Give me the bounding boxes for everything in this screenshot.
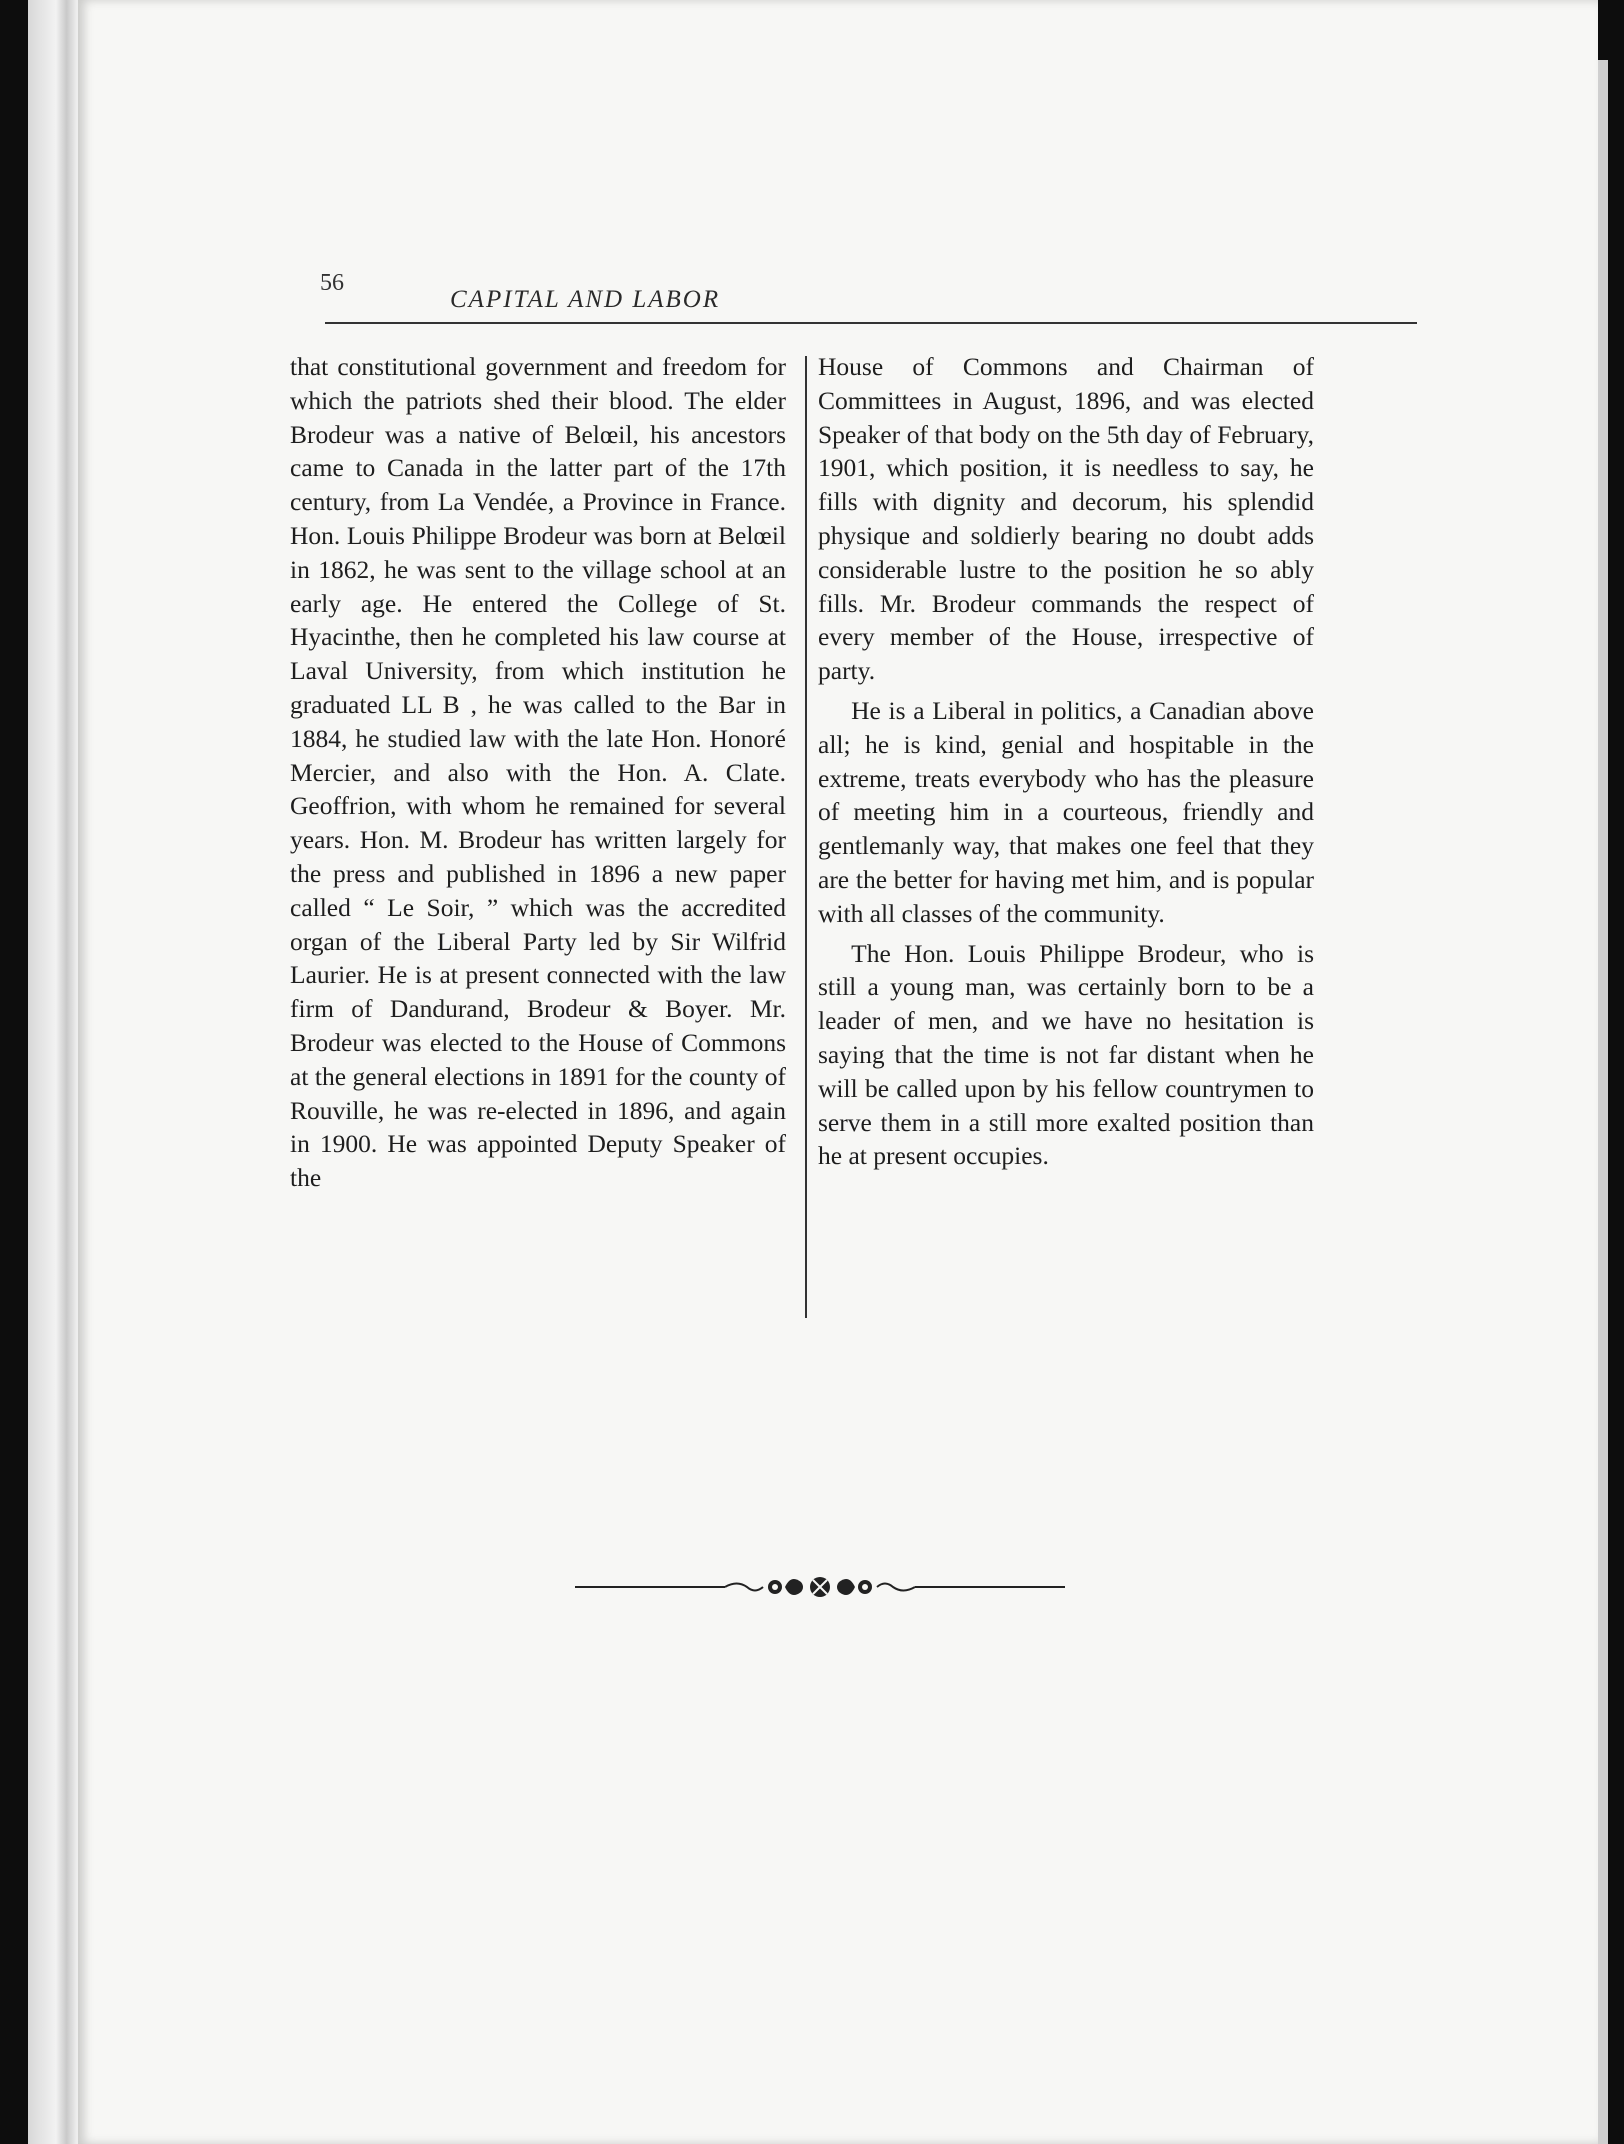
ornament-line-left [575, 1586, 725, 1588]
left-column [290, 350, 786, 1195]
ornament-line-right [915, 1586, 1065, 1588]
left-paragraph-1: that constitutional government and freedom for which the patriots shed their blood. The elder Brodeur was a native of Belœil, his ancestors came to Canada in the latter part of the 17th century, from La Vendée, a Province in France. Hon. Louis Philippe Brodeur was born at Belœil in 1862, he was sent to the village school at an early age. He entered the College of St. Hyacinthe, then he completed his law course at Laval University, from which institution he graduated LL B , he was called to the Bar in 1884, he studied law with the late Hon. Honoré Mercier, and also with the Hon. A. Clate. Geoffrion, with whom he remained for several years. Hon. M. Brodeur has written largely for the press and published in 1896 a new paper called “ Le Soir, ” which was the accredited organ of the Liberal Party led by Sir Wilfrid Laurier. He is at present connected with the law firm of Dandurand, Brodeur & Boyer. Mr. Brodeur was elected to the House of Commons at the general elections in 1891 for the county of Rouville, he was re-elected in 1896, and again in 1900. He was appointed Deputy Speaker of the [290, 352, 786, 1193]
page-number: 56 [320, 270, 344, 296]
page-right-edge [1598, 60, 1608, 2144]
header-rule [325, 322, 1417, 324]
right-paragraph-3: The Hon. Louis Philippe Brodeur, who is still a young man, was certainly born to be a leader of men, and we have no hesitation is saying that the time is not far distant when he will be called upon by his fellow countrymen to serve them in a still more exalted position than he at present occupies. [818, 938, 1314, 1171]
running-title: CAPITAL AND LABOR [450, 286, 721, 313]
column-divider [805, 356, 807, 1318]
right-paragraph-1: House of Commons and Chairman of Committees in August, 1896, and was elected Speaker of that body on the 5th day of February, 1901, which position, it is needless to say, he fills with dignity and decorum, his splendid physique and soldierly bearing no doubt adds considerable lustre to the position he so ably fills. Mr. Brodeur commands the respect of every member of the House, irrespective of party. [818, 352, 1314, 686]
right-column [818, 350, 1314, 1173]
ornament-centre [725, 1570, 915, 1604]
floral-ornament-icon [575, 1570, 1065, 1604]
right-paragraph-2: He is a Liberal in politics, a Canadian above all; he is kind, genial and hospitable in the extreme, treats everybody who has the pleasure of meeting him in a courteous, friendly and gentlemanly way, that makes one feel that they are the better for having met him, and is popular with all classes of the community. [818, 695, 1314, 928]
